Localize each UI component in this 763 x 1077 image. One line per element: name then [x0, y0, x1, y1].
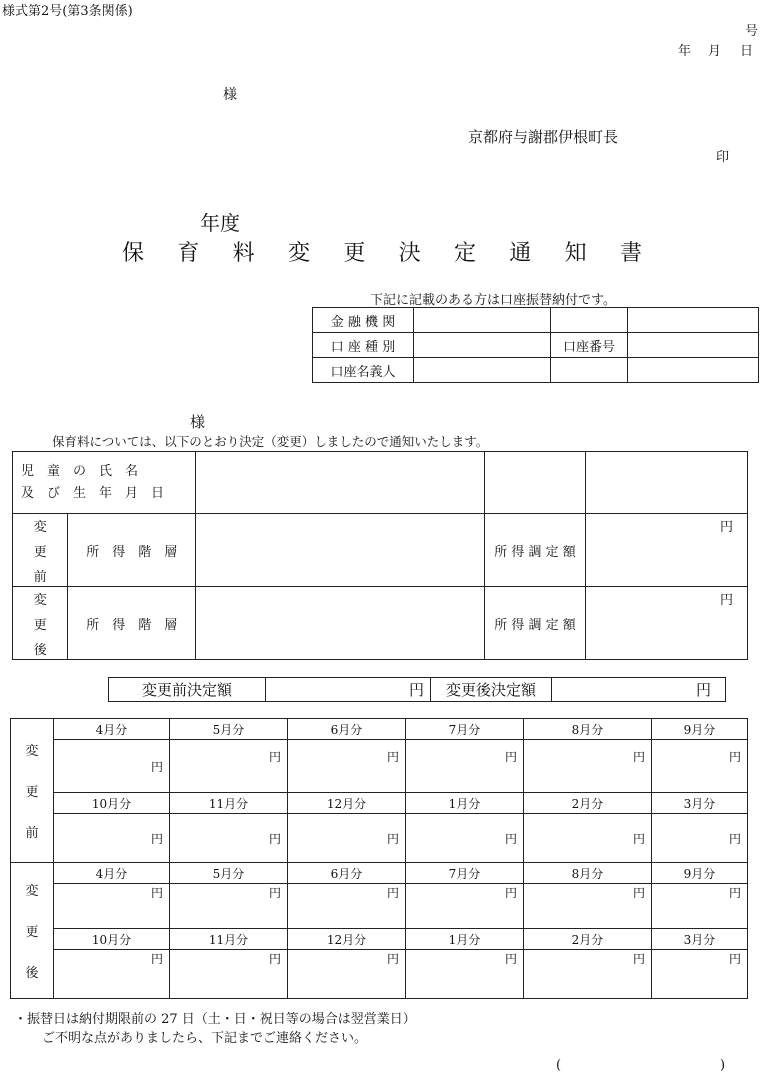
paren-close: ) [720, 1058, 726, 1073]
yen-unit: 円 [150, 759, 163, 774]
month-value[interactable] [406, 884, 524, 929]
monthly-after-label [11, 863, 54, 999]
month-value[interactable] [652, 740, 748, 793]
date-day: 日 [740, 44, 754, 59]
income-tier-value-before[interactable] [196, 514, 485, 587]
vert-char: 変 [25, 744, 39, 759]
child-label-line1: 児 童 の 氏 名 [21, 463, 139, 479]
title-char: 料 [232, 241, 255, 266]
income-adjusted-label-after: 所 得 調 定 額 [485, 587, 586, 660]
month-header: 5月分 [170, 719, 288, 740]
title-char: 決 [398, 241, 421, 266]
account-number-value[interactable] [628, 333, 759, 358]
after-vertical-label [13, 587, 68, 660]
vert-char: 更 [25, 785, 39, 800]
month-header: 9月分 [652, 863, 748, 884]
month-header: 1月分 [406, 793, 524, 814]
month-header: 11月分 [170, 929, 288, 950]
yen-unit: 円 [268, 750, 281, 764]
yen-unit: 円 [268, 831, 281, 846]
month-header: 11月分 [170, 793, 288, 814]
vert-char: 後 [25, 966, 39, 981]
yen-unit: 円 [695, 681, 711, 699]
after-decision-label: 変更後決定額 [431, 678, 552, 702]
account-number-label: 口座番号 [551, 333, 628, 358]
month-value[interactable] [524, 814, 652, 863]
number-mark: 号 [745, 24, 759, 39]
income-tier-label-before: 所 得 階 層 [68, 514, 196, 587]
yen-unit: 円 [504, 886, 517, 900]
vert-char: 変 [33, 592, 47, 608]
month-value[interactable] [54, 740, 170, 793]
yen-unit: 円 [408, 681, 424, 699]
month-value[interactable] [170, 950, 288, 999]
recipient-sama: 様 [223, 87, 237, 103]
account-holder-value[interactable] [414, 358, 551, 383]
yen-unit: 円 [504, 750, 517, 764]
fiscal-year-label: 年度 [200, 211, 240, 235]
title-char: 定 [453, 241, 476, 266]
after-decision-value[interactable] [552, 678, 726, 702]
bank-account-table [312, 307, 759, 383]
bank-cell [551, 358, 628, 383]
month-value[interactable] [524, 884, 652, 929]
yen-unit: 円 [150, 831, 163, 846]
yen-unit: 円 [728, 831, 741, 846]
month-value[interactable] [170, 740, 288, 793]
month-header: 3月分 [652, 929, 748, 950]
before-decision-value[interactable] [266, 678, 431, 702]
title-char: 変 [287, 241, 310, 266]
month-value[interactable] [288, 884, 406, 929]
child-info-table [12, 451, 748, 660]
bank-cell [551, 308, 628, 333]
yen-unit: 円 [632, 831, 645, 846]
month-header: 7月分 [406, 863, 524, 884]
yen-unit: 円 [386, 831, 399, 846]
bank-cell [628, 308, 759, 333]
child-label-line2: 及 び 生 年 月 日 [21, 485, 165, 501]
intro-text: 保育料については、以下のとおり決定（変更）しましたので通知いたします。 [52, 434, 489, 449]
income-tier-label-after: 所 得 階 層 [68, 587, 196, 660]
form-number: 様式第2号(第3条関係) [2, 4, 133, 19]
date-year: 年 [678, 44, 692, 59]
info-cell [586, 452, 748, 514]
vert-char: 更 [33, 544, 47, 560]
month-value[interactable] [54, 950, 170, 999]
month-header: 8月分 [524, 863, 652, 884]
yen-unit: 円 [150, 952, 163, 966]
yen-unit: 円 [386, 750, 399, 764]
title-char: 知 [564, 241, 587, 266]
footer-note-contact: ご不明な点がありましたら、下記までご連絡ください。 [42, 1031, 368, 1046]
month-value[interactable] [406, 950, 524, 999]
account-holder-label: 口座名義人 [313, 358, 414, 383]
yen-unit: 円 [632, 750, 645, 764]
child-name-value[interactable] [196, 452, 485, 514]
month-header: 10月分 [54, 929, 170, 950]
yen-unit: 円 [504, 952, 517, 966]
account-type-label: 口 座 種 別 [313, 333, 414, 358]
monthly-before-label [11, 719, 54, 863]
month-header: 2月分 [524, 929, 652, 950]
vert-char: 更 [33, 617, 47, 633]
month-header: 12月分 [288, 929, 406, 950]
document-title [122, 236, 642, 267]
month-header: 6月分 [288, 863, 406, 884]
month-header: 5月分 [170, 863, 288, 884]
yen-unit: 円 [150, 886, 163, 900]
yen-unit: 円 [728, 750, 741, 764]
yen-unit: 円 [728, 952, 741, 966]
footer-note-transfer: ・振替日は納付期限前の 27 日（土・日・祝日等の場合は翌営業日） [14, 1012, 416, 1027]
vert-char: 変 [25, 884, 39, 899]
month-header: 12月分 [288, 793, 406, 814]
account-type-value[interactable] [414, 333, 551, 358]
month-header: 8月分 [524, 719, 652, 740]
vert-char: 前 [25, 826, 39, 841]
month-header: 2月分 [524, 793, 652, 814]
yen-unit: 円 [268, 952, 281, 966]
monthly-fee-table [10, 718, 748, 999]
month-header: 6月分 [288, 719, 406, 740]
vert-char: 更 [25, 925, 39, 940]
income-adjusted-label-before: 所 得 調 定 額 [485, 514, 586, 587]
addressee-sama: 様 [190, 413, 206, 431]
month-value[interactable] [54, 814, 170, 863]
yen-unit: 円 [728, 886, 741, 900]
seal-mark: 印 [716, 150, 730, 165]
yen-unit: 円 [632, 886, 645, 900]
month-value[interactable] [524, 950, 652, 999]
bank-institution-label: 金 融 機 関 [313, 308, 414, 333]
month-value[interactable] [652, 814, 748, 863]
month-header: 1月分 [406, 929, 524, 950]
income-adjusted-value-after[interactable] [586, 587, 748, 660]
month-value[interactable] [288, 740, 406, 793]
title-char: 育 [177, 241, 200, 266]
bank-institution-value[interactable] [414, 308, 551, 333]
before-decision-label: 変更前決定額 [109, 678, 266, 702]
date-month: 月 [708, 44, 722, 59]
month-value[interactable] [406, 814, 524, 863]
paren-open: ( [556, 1058, 562, 1073]
month-value[interactable] [288, 814, 406, 863]
month-value[interactable] [170, 884, 288, 929]
month-header: 4月分 [54, 719, 170, 740]
bank-cell [628, 358, 759, 383]
title-char: 書 [619, 241, 642, 266]
month-value[interactable] [406, 740, 524, 793]
child-label-cell [13, 452, 196, 514]
title-char: 保 [122, 241, 145, 266]
yen-unit: 円 [386, 886, 399, 900]
month-value[interactable] [54, 884, 170, 929]
yen-unit: 円 [386, 952, 399, 966]
info-cell [485, 452, 586, 514]
month-value[interactable] [170, 814, 288, 863]
before-vertical-label [13, 514, 68, 587]
title-char: 通 [509, 241, 532, 266]
bank-note: 下記に記載のある方は口座振替納付です。 [370, 293, 616, 308]
decision-amount-table [108, 677, 726, 702]
title-char: 更 [343, 241, 366, 266]
vert-char: 変 [33, 519, 47, 535]
vert-char: 後 [33, 642, 47, 658]
yen-unit: 円 [719, 520, 733, 535]
month-header: 4月分 [54, 863, 170, 884]
yen-unit: 円 [504, 831, 517, 846]
vert-char: 前 [33, 569, 47, 585]
month-header: 9月分 [652, 719, 748, 740]
month-header: 7月分 [406, 719, 524, 740]
month-header: 10月分 [54, 793, 170, 814]
yen-unit: 円 [268, 886, 281, 900]
month-value[interactable] [652, 950, 748, 999]
income-adjusted-value-before[interactable] [586, 514, 748, 587]
month-header: 3月分 [652, 793, 748, 814]
yen-unit: 円 [632, 952, 645, 966]
issuer-name: 京都府与謝郡伊根町長 [468, 128, 619, 146]
income-tier-value-after[interactable] [196, 587, 485, 660]
month-value[interactable] [652, 884, 748, 929]
month-value[interactable] [524, 740, 652, 793]
yen-unit: 円 [719, 593, 733, 608]
month-value[interactable] [288, 950, 406, 999]
